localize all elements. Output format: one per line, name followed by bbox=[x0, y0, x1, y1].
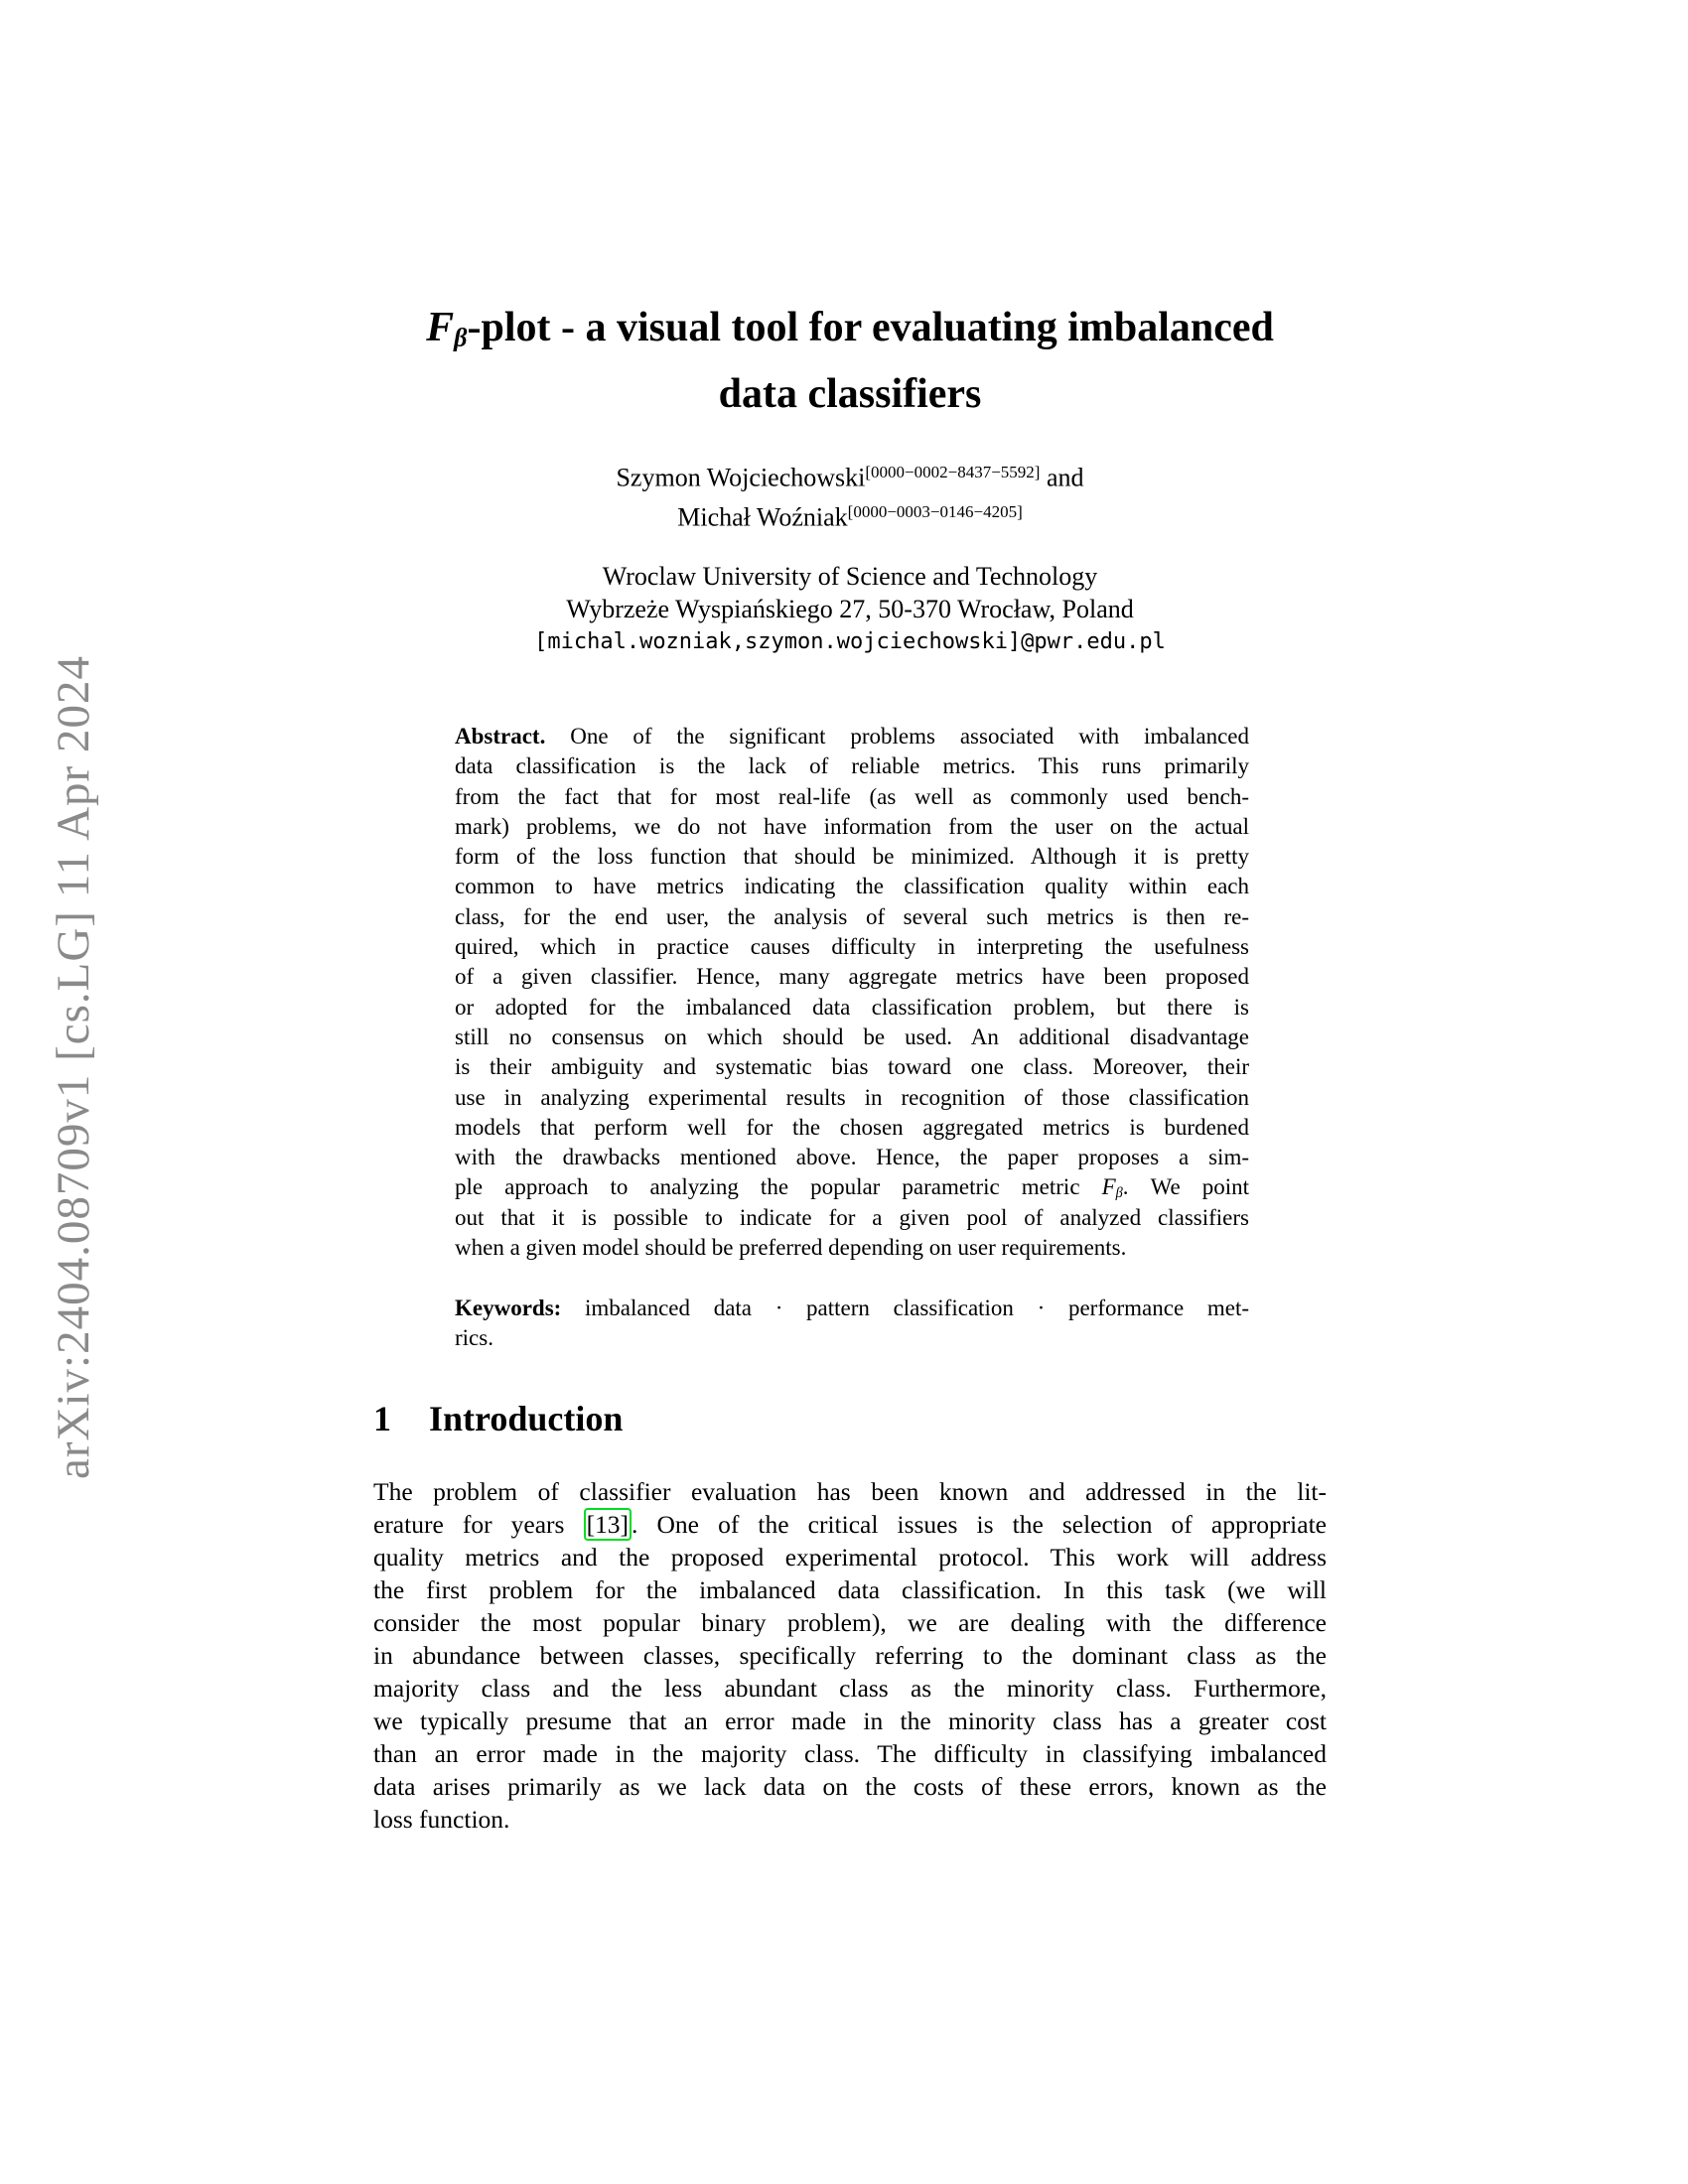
abstract-line: data classification is the lack of reliable metrics. This runs primarily bbox=[455, 753, 1249, 779]
paragraph-line: consider the most popular binary problem), we are dealing with the difference bbox=[373, 1608, 1327, 1637]
author2-name: Michał Woźniak bbox=[677, 502, 848, 531]
paper-title bbox=[318, 300, 1382, 423]
affiliation-email: [michal.wozniak,szymon.wojciechowski]@pwr.edu.pl bbox=[534, 629, 1166, 654]
abstract-block bbox=[455, 722, 1249, 1263]
section-1-heading bbox=[373, 1398, 1327, 1439]
paragraph-text: erature for years bbox=[373, 1510, 584, 1539]
abstract-line: still no consensus on which should be used. An additional disadvantage bbox=[455, 1024, 1249, 1049]
title-math-beta-subscript: β bbox=[454, 323, 468, 352]
keywords-line-2: rics. bbox=[455, 1325, 493, 1351]
abstract-line: use in analyzing experimental results in recognition of those classification bbox=[455, 1084, 1249, 1110]
paragraph-line: The problem of classifier evaluation has been known and addressed in the lit- bbox=[373, 1477, 1327, 1506]
author-line-2 bbox=[367, 495, 1333, 535]
section-1-number: 1 bbox=[373, 1399, 391, 1438]
abstract-line: or adopted for the imbalanced data classification problem, but there is bbox=[455, 994, 1249, 1020]
paragraph-text: . One of the critical issues is the selection of appropriate bbox=[632, 1510, 1327, 1539]
citation-link-13[interactable]: [13] bbox=[584, 1508, 632, 1541]
abstract-line bbox=[455, 722, 1249, 751]
abstract-line: class, for the end user, the analysis of several such metrics is then re- bbox=[455, 903, 1249, 929]
abstract-line: form of the loss function that should be minimized. Although it is pretty bbox=[455, 844, 1249, 870]
abstract-label: Abstract. bbox=[455, 724, 546, 749]
abstract-line: with the drawbacks mentioned above. Hence, the paper proposes a sim- bbox=[455, 1145, 1249, 1170]
paragraph-line: majority class and the less abundant class as the minority class. Furthermore, bbox=[373, 1674, 1327, 1703]
author1-name: Szymon Wojciechowski bbox=[616, 463, 866, 492]
abstract-text: One of the significant problems associated with imbalanced bbox=[545, 724, 1249, 749]
affiliation-address: Wybrzeże Wyspiańskiego 27, 50-370 Wrocław, Poland bbox=[566, 595, 1134, 623]
abstract-line: quired, which in practice causes difficulty in interpreting the usefulness bbox=[455, 934, 1249, 960]
paragraph-line: the first problem for the imbalanced data classification. In this task (we will bbox=[373, 1575, 1327, 1604]
paragraph-line: than an error made in the majority class. The difficulty in classifying imbalanced bbox=[373, 1739, 1327, 1768]
title-line1-text: -plot - a visual tool for evaluating imbalanced bbox=[467, 305, 1274, 350]
abstract-line-fbeta bbox=[455, 1172, 1249, 1202]
abstract-text: ple approach to analyzing the popular parametric metric bbox=[455, 1174, 1102, 1200]
author2-orcid: [0000−0003−0146−4205] bbox=[847, 501, 1023, 521]
paragraph-line: data arises primarily as we lack data on the costs of these errors, known as the bbox=[373, 1772, 1327, 1801]
paragraph-line-with-citation bbox=[373, 1508, 1327, 1541]
fbeta-math-beta-subscript: β bbox=[1115, 1185, 1123, 1202]
author-block bbox=[367, 456, 1333, 534]
paper-title-line1 bbox=[318, 300, 1382, 366]
authors-joiner: and bbox=[1040, 463, 1084, 492]
keywords-block bbox=[455, 1294, 1249, 1354]
arxiv-watermark: arXiv:2404.08709v1 [cs.LG] 11 Apr 2024 bbox=[48, 655, 99, 1479]
fbeta-math-f: F bbox=[1101, 1174, 1116, 1200]
introduction-paragraph bbox=[373, 1475, 1327, 1836]
affiliation-institution: Wroclaw University of Science and Technology bbox=[602, 562, 1098, 591]
paragraph-line: in abundance between classes, specifically referring to the dominant class as the bbox=[373, 1641, 1327, 1670]
paper-title-line2: data classifiers bbox=[718, 370, 982, 417]
paragraph-line-last: loss function. bbox=[373, 1805, 510, 1834]
abstract-line: common to have metrics indicating the classification quality within each bbox=[455, 874, 1249, 899]
affiliation-block bbox=[367, 560, 1333, 658]
abstract-line: from the fact that for most real-life (as well as commonly used bench- bbox=[455, 783, 1249, 809]
author-line-1 bbox=[367, 456, 1333, 495]
abstract-line: models that perform well for the chosen aggregated metrics is burdened bbox=[455, 1114, 1249, 1140]
abstract-line-last: when a given model should be preferred depending on user requirements. bbox=[455, 1235, 1127, 1261]
abstract-line: of a given classifier. Hence, many aggregate metrics have been proposed bbox=[455, 964, 1249, 990]
section-1-title: Introduction bbox=[429, 1399, 624, 1438]
abstract-line: mark) problems, we do not have information from the user on the actual bbox=[455, 813, 1249, 839]
abstract-text: . We point bbox=[1122, 1174, 1249, 1200]
keywords-text: imbalanced data · pattern classification · performance met- bbox=[561, 1296, 1249, 1320]
abstract-line: out that it is possible to indicate for a given pool of analyzed classifiers bbox=[455, 1204, 1249, 1230]
paragraph-line: we typically presume that an error made in the minority class has a greater cost bbox=[373, 1706, 1327, 1735]
paragraph-line: quality metrics and the proposed experimental protocol. This work will address bbox=[373, 1543, 1327, 1571]
keywords-label: Keywords: bbox=[455, 1296, 562, 1320]
keywords-line-1 bbox=[455, 1294, 1249, 1323]
title-math-f: F bbox=[426, 305, 455, 350]
author1-orcid: [0000−0002−8437−5592] bbox=[865, 463, 1041, 481]
abstract-line: is their ambiguity and systematic bias toward one class. Moreover, their bbox=[455, 1054, 1249, 1080]
